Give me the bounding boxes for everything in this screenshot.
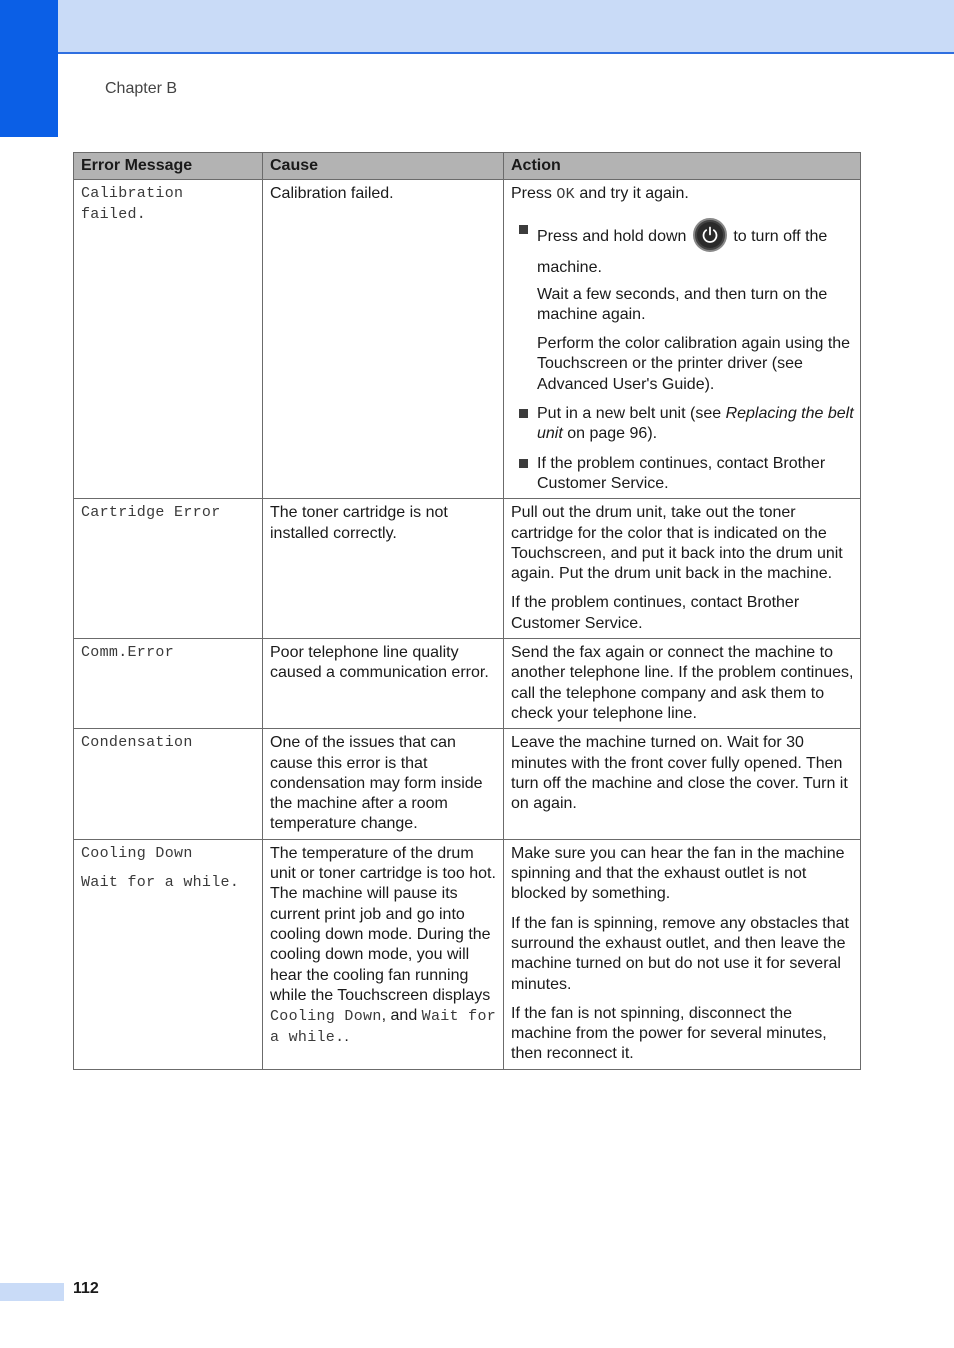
error-message: Cartridge Error [74, 499, 263, 639]
display-message: Wait for a while. [270, 1008, 497, 1047]
col-header-cause: Cause [263, 153, 504, 180]
col-header-error: Error Message [74, 153, 263, 180]
cause-text: The temperature of the drum unit or toner cartridge is too hot. The machine will pause its current print job and go into cooling down mode. During the cooling down mode, you will hear the cooling fan running while the Touchscreen displays [270, 844, 496, 1004]
action-cell [504, 839, 861, 1069]
col-header-action: Action [504, 153, 861, 180]
table-row [74, 839, 861, 1069]
cause-text: . [344, 1028, 349, 1046]
error-message: Comm.Error [74, 639, 263, 729]
power-button-icon [693, 218, 727, 252]
error-line: failed. [81, 205, 147, 223]
action-cell [504, 499, 861, 639]
action-cell: Leave the machine turned on. Wait for 30 minutes with the front cover fully opened. Then turn off the machine and close the cover. Turn it on again. [504, 729, 861, 839]
error-message [74, 180, 263, 499]
table-row [74, 499, 861, 639]
action-text: machine. [537, 258, 602, 276]
chapter-tab [0, 0, 58, 137]
action-cell [504, 180, 861, 499]
action-text: Make sure you can hear the fan in the machine spinning and that the exhaust outlet is not blocked by something. [511, 844, 845, 903]
error-line: Wait for a while. [81, 874, 240, 892]
error-message: Condensation [74, 729, 263, 839]
table-row [74, 180, 861, 499]
action-text: If the fan is spinning, remove any obstacles that surround the exhaust outlet, and then leave the machine turned on but do not use it for several minutes. [511, 914, 849, 993]
cause-cell: The toner cartridge is not installed correctly. [263, 499, 504, 639]
page-number: 112 [73, 1280, 99, 1297]
error-line: Cooling Down [81, 844, 193, 862]
cross-reference: Replacing the belt unit [537, 405, 854, 443]
page-number-bar [0, 1283, 64, 1301]
cause-text: , and [381, 1007, 422, 1025]
action-text: to turn off the [728, 227, 828, 245]
action-text: on page 96). [562, 425, 658, 443]
cause-cell: One of the issues that can cause this error is that condensation may form inside the machine after a room temperature change. [263, 729, 504, 839]
header-band [0, 0, 954, 54]
action-text: If the problem continues, contact Brother Customer Service. [511, 454, 854, 495]
action-text: Press and hold down [537, 227, 691, 245]
action-text: If the fan is not spinning, disconnect the machine from the power for several minutes, then reconnect it. [511, 1004, 827, 1063]
display-message: Cooling Down [270, 1008, 382, 1026]
action-text: If the problem continues, contact Brother Customer Service. [511, 594, 800, 632]
action-text: Press [511, 185, 557, 203]
error-message [74, 839, 263, 1069]
action-text: Put in a new belt unit (see [537, 405, 726, 423]
chapter-label: Chapter B [105, 80, 178, 97]
error-line: Calibration [81, 185, 184, 203]
action-text: Pull out the drum unit, take out the toner cartridge for the color that is indicated on the Touchscreen, and put it back into the drum unit again. Put the drum unit back in the machine. [511, 504, 843, 583]
table-header-row [74, 153, 861, 180]
cause-cell: Poor telephone line quality caused a communication error. [263, 639, 504, 729]
ok-key-label: OK [556, 186, 575, 204]
cause-cell: Calibration failed. [263, 180, 504, 499]
table-row [74, 639, 861, 729]
error-table [73, 152, 861, 1070]
cause-cell [263, 839, 504, 1069]
action-text: Wait a few seconds, and then turn on the machine again. [537, 285, 828, 323]
action-text: Perform the color calibration again using the Touchscreen or the printer driver (see Advanced User's Guide). [537, 335, 851, 393]
action-text: and try it again. [574, 185, 689, 203]
table-row [74, 729, 861, 839]
action-cell: Send the fax again or connect the machine to another telephone line. If the problem continues, call the telephone company and ask them to check your telephone line. [504, 639, 861, 729]
